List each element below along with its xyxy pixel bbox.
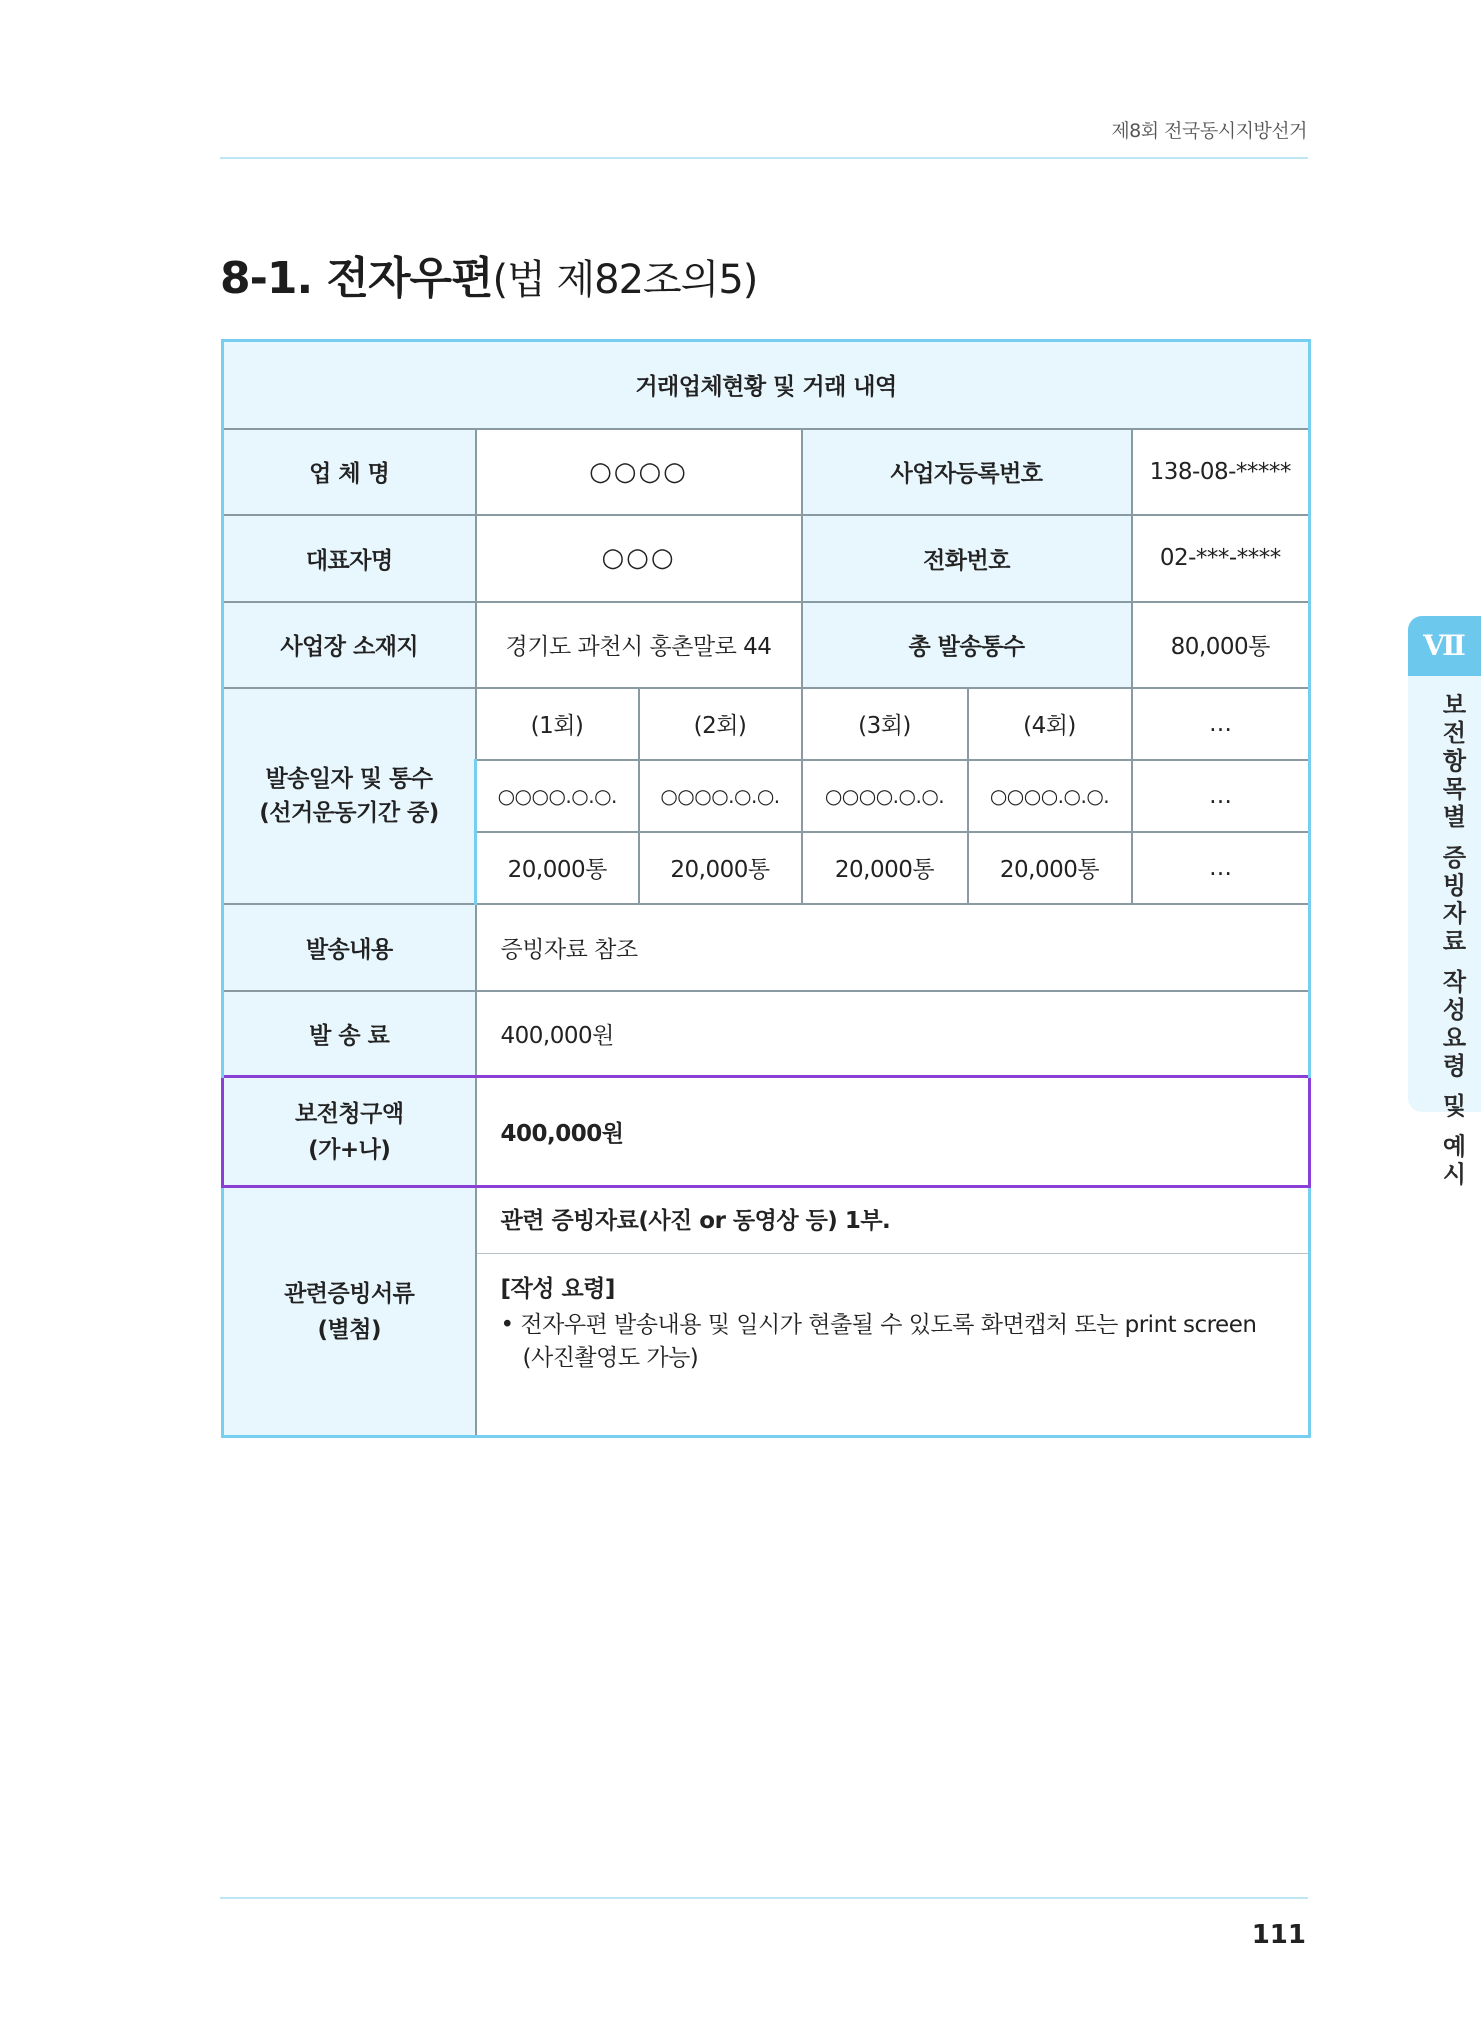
phone-value: 02-***-**** bbox=[1132, 515, 1310, 602]
page-title bbox=[220, 242, 757, 306]
dispatch-label bbox=[223, 688, 476, 904]
regno-label: 사업자등록번호 bbox=[802, 429, 1132, 515]
evidence-cell bbox=[476, 1187, 1310, 1437]
chapter-number: Ⅶ bbox=[1408, 616, 1481, 676]
claim-label bbox=[223, 1077, 476, 1187]
table-caption: 거래업체현황 및 거래 내역 bbox=[223, 341, 1310, 429]
content-value: 증빙자료 참조 bbox=[476, 904, 1310, 991]
date-cell: ○○○○.○.○. bbox=[802, 760, 968, 832]
regno-value: 138-08-***** bbox=[1132, 429, 1310, 515]
instructions-heading: [작성 요령] bbox=[500, 1276, 615, 1302]
count-cell: 20,000통 bbox=[476, 832, 639, 904]
evidence-label bbox=[223, 1187, 476, 1437]
round-cell: (4회) bbox=[968, 688, 1132, 760]
evidence-label-line1: 관련증빙서류 bbox=[284, 1280, 415, 1307]
address-label: 사업장 소재지 bbox=[223, 602, 476, 688]
header-divider bbox=[220, 157, 1308, 159]
date-cell: ○○○○.○.○. bbox=[639, 760, 802, 832]
chapter-title: 보전항목별 증빙자료 작성요령 및 예시 bbox=[1438, 692, 1466, 1190]
evidence-summary: 관련 증빙자료(사진 or 동영상 등) 1부. bbox=[477, 1188, 1309, 1254]
rep-label: 대표자명 bbox=[223, 515, 476, 602]
round-cell: (1회) bbox=[476, 688, 639, 760]
rep-value: ○○○ bbox=[476, 515, 802, 602]
page-number: 111 bbox=[1251, 1920, 1306, 1950]
title-sub: (법 제82조의5) bbox=[492, 257, 758, 303]
total-label: 총 발송통수 bbox=[802, 602, 1132, 688]
instruction-line2: (사진촬영도 가능) bbox=[522, 1345, 699, 1371]
total-value: 80,000통 bbox=[1132, 602, 1310, 688]
claim-label-line1: 보전청구액 bbox=[294, 1100, 404, 1127]
phone-label: 전화번호 bbox=[802, 515, 1132, 602]
title-main: 8-1. 전자우편 bbox=[220, 253, 493, 304]
fee-label: 발 송 료 bbox=[223, 991, 476, 1077]
dispatch-label-line1: 발송일자 및 통수 bbox=[265, 765, 433, 792]
transaction-table bbox=[221, 339, 1311, 1438]
content-label: 발송내용 bbox=[223, 904, 476, 991]
round-cell: (2회) bbox=[639, 688, 802, 760]
instruction-bullet bbox=[501, 1309, 1285, 1375]
fee-value: 400,000원 bbox=[476, 991, 1310, 1077]
date-cell: ○○○○.○.○. bbox=[476, 760, 639, 832]
count-cell: … bbox=[1132, 832, 1310, 904]
date-cell: ○○○○.○.○. bbox=[968, 760, 1132, 832]
evidence-label-line2: (별첨) bbox=[317, 1316, 381, 1343]
evidence-instructions bbox=[477, 1254, 1309, 1387]
claim-label-line2: (가+나) bbox=[308, 1136, 391, 1163]
running-header: 제8회 전국동시지방선거 bbox=[1111, 120, 1307, 142]
round-cell: … bbox=[1132, 688, 1310, 760]
count-cell: 20,000통 bbox=[802, 832, 968, 904]
count-cell: 20,000통 bbox=[639, 832, 802, 904]
company-label: 업 체 명 bbox=[223, 429, 476, 515]
address-value: 경기도 과천시 홍촌말로 44 bbox=[476, 602, 802, 688]
count-cell: 20,000통 bbox=[968, 832, 1132, 904]
company-value: ○○○○ bbox=[476, 429, 802, 515]
footer-divider bbox=[220, 1897, 1308, 1899]
instruction-line1: • 전자우편 발송내용 및 일시가 현출될 수 있도록 화면캡처 또는 print screen bbox=[500, 1312, 1257, 1338]
dispatch-label-line2: (선거운동기간 중) bbox=[259, 799, 439, 826]
date-cell: … bbox=[1132, 760, 1310, 832]
round-cell: (3회) bbox=[802, 688, 968, 760]
claim-value: 400,000원 bbox=[476, 1077, 1310, 1187]
